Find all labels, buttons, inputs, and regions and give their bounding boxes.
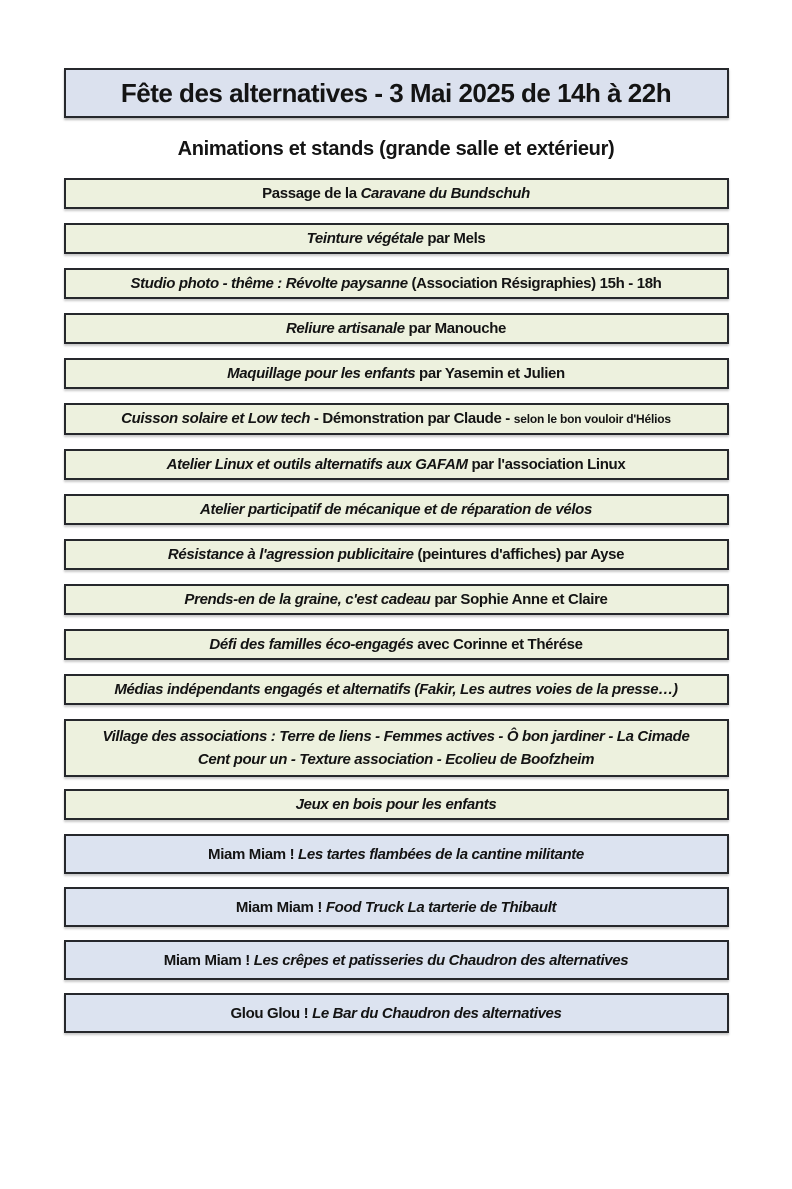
- list-item-line: [130, 272, 661, 295]
- list-item: [64, 449, 729, 480]
- event-title-box: [64, 68, 729, 118]
- text-segment: Studio photo - thême : Révolte paysanne: [130, 275, 408, 292]
- text-segment: Maquillage pour les enfants: [227, 365, 416, 382]
- text-segment: Atelier participatif de mécanique et de réparation de vélos: [200, 501, 592, 518]
- text-segment: Médias indépendants engagés et alternatifs (Fakir, Les autres voies de la presse…): [114, 681, 678, 698]
- list-item: [64, 268, 729, 299]
- list-item: [64, 993, 729, 1033]
- text-segment: selon le bon vouloir d'Hélios: [513, 412, 671, 426]
- text-segment: avec Corinne et Thérése: [413, 636, 583, 653]
- list-item-line: [209, 633, 582, 656]
- text-segment: Atelier Linux et outils alternatifs aux GAFAM: [166, 456, 468, 473]
- text-segment: par Mels: [423, 230, 486, 247]
- list-item: [64, 313, 729, 344]
- text-segment: Teinture végétale: [306, 230, 424, 247]
- text-segment: par Sophie Anne et Claire: [430, 591, 608, 608]
- text-segment: Miam Miam !: [163, 951, 254, 969]
- list-item: [64, 789, 729, 820]
- text-segment: Caravane du Bundschuh: [360, 185, 530, 202]
- text-segment: Résistance à l'agression publicitaire: [167, 546, 414, 563]
- text-segment: (Association Résigraphies) 15h - 18h: [407, 275, 662, 292]
- list-item-line: [286, 317, 506, 340]
- list-item: [64, 719, 729, 777]
- list-item: [64, 494, 729, 525]
- event-list: [64, 178, 729, 1033]
- list-item-line: [114, 678, 677, 701]
- list-item-line: [208, 843, 584, 866]
- text-segment: par Yasemin et Julien: [415, 365, 565, 382]
- text-segment: Reliure artisanale: [285, 320, 405, 337]
- text-segment: (peintures d'affiches) par Ayse: [413, 546, 625, 563]
- list-item: [64, 940, 729, 980]
- text-segment: Jeux en bois pour les enfants: [295, 796, 497, 813]
- text-segment: Miam Miam !: [208, 845, 299, 863]
- list-item-line: [227, 362, 565, 385]
- text-segment: Miam Miam !: [235, 898, 326, 916]
- text-segment: par Manouche: [404, 320, 507, 337]
- text-segment: Défi des familles éco-engagés: [209, 636, 414, 653]
- list-item: [64, 584, 729, 615]
- page-subtitle: Animations et stands (grande salle et extérieur): [177, 138, 615, 160]
- list-item-line: [168, 543, 624, 566]
- text-segment: Cuisson solaire et Low tech: [121, 410, 311, 427]
- list-item: [64, 629, 729, 660]
- list-item-line: [296, 793, 497, 816]
- text-segment: Cent pour un - Texture association - Ecolieu de Boofzheim: [197, 751, 595, 768]
- list-item-line: [200, 498, 592, 521]
- text-segment: Prends-en de la graine, c'est cadeau: [184, 591, 431, 608]
- text-segment: Food Truck La tarterie de Thibault: [325, 898, 557, 916]
- list-item: [64, 887, 729, 927]
- text-segment: Passage de la: [262, 185, 361, 202]
- list-item: [64, 178, 729, 209]
- text-segment: Glou Glou !: [230, 1004, 313, 1022]
- list-item-line: [198, 748, 594, 771]
- list-item-line: [164, 949, 629, 972]
- poster-content: [64, 68, 729, 1033]
- text-segment: par l'association Linux: [467, 456, 626, 473]
- text-segment: Village des associations : Terre de liens - Femmes actives - Ô bon jardiner - La Cimade: [102, 728, 690, 745]
- list-item: [64, 834, 729, 874]
- list-item-line: [236, 896, 556, 919]
- text-segment: Le Bar du Chaudron des alternatives: [312, 1004, 562, 1022]
- list-item: [64, 223, 729, 254]
- list-item-line: [103, 725, 690, 748]
- poster-page: [0, 68, 792, 1189]
- list-item-line: [121, 407, 671, 431]
- list-item-line: [167, 453, 626, 476]
- list-item-line: [307, 227, 486, 250]
- text-segment: Les crêpes et patisseries du Chaudron des alternatives: [253, 951, 629, 969]
- page-title: Fête des alternatives - 3 Mai 2025 de 14h à 22h: [120, 77, 672, 108]
- text-segment: Les tartes flambées de la cantine militante: [298, 845, 584, 863]
- list-item-line: [184, 588, 607, 611]
- list-item: [64, 539, 729, 570]
- list-item: [64, 403, 729, 435]
- text-segment: - Démonstration par Claude -: [310, 410, 514, 427]
- list-item: [64, 674, 729, 705]
- list-item: [64, 358, 729, 389]
- list-item-line: [262, 182, 530, 205]
- list-item-line: [230, 1002, 561, 1025]
